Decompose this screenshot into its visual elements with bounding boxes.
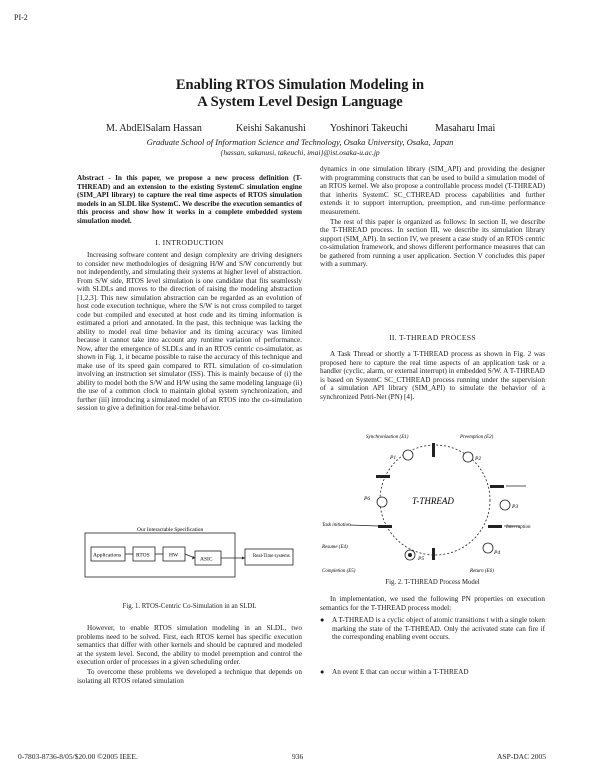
transition-bar <box>490 485 504 488</box>
page-number: 936 <box>292 752 304 761</box>
paragraph: The rest of this paper is organized as follows: In section II, we describe the T-THREAD process. In section III, we describe its simulation library support (SIM_API). In section IV, we present a case study of an RTOS centric co-simulation framework, and shows different performance measures that can be gathered from running a user application. Section V concludes this paper with a summary. <box>320 217 545 268</box>
place-label: P1 <box>390 455 397 461</box>
author: Yoshinori Takeuchi <box>330 123 408 134</box>
footer-conference: ASP-DAC 2005 <box>497 752 546 761</box>
paragraph: dynamics in one simulation library (SIM_API) and providing the designer with programming constructs that can be used to build a simulation model of an RTOS kernel. We also propose a controllable process model (T-THREAD) that inherits SystemC SC_CTHREAD process capabilities and further extends it to support interruption, preemption, and run-time performance measurement. <box>320 165 545 216</box>
bullet-item <box>320 668 545 677</box>
fig1-box-label: RTOS <box>136 552 150 559</box>
paper-title-line2: A System Level Design Language <box>197 94 403 110</box>
fig1-box-label: Applications <box>93 552 122 559</box>
transition-bar <box>488 525 502 528</box>
arrow-head <box>242 557 245 560</box>
event-label: Synchronization (E1) <box>366 435 409 440</box>
bullet-text: An event E that can occur within a T-THREAD <box>332 668 469 676</box>
figure-2-caption: Fig. 2. T-THREAD Process Model <box>385 579 480 586</box>
transition-bar <box>432 548 435 560</box>
event-label: Task initiation <box>322 523 351 528</box>
transition-bar <box>432 443 435 457</box>
token <box>408 553 412 557</box>
event-label: Interruption <box>506 525 531 530</box>
author-list <box>0 123 600 136</box>
intro-body <box>77 251 302 414</box>
section-heading-t-thread: II. T-THREAD PROCESS <box>389 333 476 342</box>
place <box>377 497 387 507</box>
input-arc <box>350 525 378 526</box>
bullet-text: A T-THREAD is a cyclic object of atomic transitions t with a single token marking the state of the T-THREAD. Only the activated state can fire if the corresponding enabling event occurs. <box>332 616 545 641</box>
place-label: P2 <box>475 456 482 462</box>
paragraph: To overcome these problems we developed a technique that depends on isolating all RTOS related simulation <box>77 668 302 685</box>
fig1-box-label: HW <box>169 552 179 559</box>
paragraph: In implementation, we used the following PN properties on execution semantics for the T-THREAD process model: <box>320 595 545 612</box>
paragraph: Increasing software content and design complexity are driving designers to consider new methodologies of designing H/W and S/W concurrently but not independently, and simulating their systems at higher level of abstraction. From S/W side, RTOS level simulation is one candidate that fits seamlessly with SLDLs and moves to the direction of raising the modeling abstraction [1,2,3]. This new simulation abstraction can be regarded as an evolution of host code execution technique, where the S/W is not cross compiled to target code but compiled and executed at host code and its timing information is estimated a priori and annotated. In the past, this technique was lacking the ability to model real time behavior and its timing accuracy was limited because it cannot take into account any runtime variation of performance. Now, after the emergence of SLDLs and in an RTOS centric co-simulator, as shown in Fig. 1, it became possible to raise the accuracy of this technique and make use of its speed gain compared to RTL simulation of co-simulation involving an instruction set simulator (ISS). This is mainly because of (i) the ability to model both the S/W and H/W using the same modeling language (ii) the use of a common clock to maintain global system synchronization, and further (iii) introducing a simulated model of an RTOS into the co-simulation session to give a definition for real-time behavior. <box>77 251 302 412</box>
transition-bar <box>376 475 390 478</box>
event-label: Preemption (E2) <box>460 435 494 440</box>
event-label: Resume (E4) <box>322 545 348 550</box>
t-thread-body <box>320 350 545 403</box>
place-label: P3 <box>512 504 519 510</box>
paragraph: However, to enable RTOS simulation modeling in an SLDL, two problems need to be solved. First, each RTOS kernel has specific execution semantics that differ with other kernels and should be captured and modeled at the system level. Second, the ability to model preemption and control the execution order of processes in a given scheduling order. <box>77 624 302 666</box>
author: Masaharu Imai <box>435 123 496 134</box>
figure-1-caption: Fig. 1. RTOS-Centric Co-Simulation in an SLDL <box>122 603 257 610</box>
outer-label: Our Interactable Specification <box>137 527 204 533</box>
place-label: P4 <box>494 550 501 556</box>
author-emails: {hassan, sakanusi, takeuchi, imai}@ist.osaka-u.ac.jp <box>220 148 380 157</box>
transition-bar <box>378 525 392 528</box>
affiliation: Graduate School of Information Science and Technology, Osaka University, Osaka, Japan <box>146 137 454 147</box>
bullet-item <box>320 616 545 642</box>
place-label: P5 <box>418 556 425 562</box>
page-tag: PI-2 <box>14 13 28 22</box>
event-label: Return (E6) <box>470 569 494 574</box>
fig1-box-label: Real-Time systems <box>253 554 290 559</box>
bullet-icon: ● <box>320 616 325 624</box>
author: Keishi Sakanushi <box>236 123 306 134</box>
abstract: Abstract - In this paper, we propose a new process definition (T-THREAD) and an extension to the existing SystemC simulation engine (SIM_API library) to capture the real time aspects of RTOS simulation models in an SLDL like SystemC. We describe the execution semantics of this process and show how it works in a complete embedded system simulation model. <box>77 174 302 225</box>
bullet-icon: ● <box>320 668 325 676</box>
place <box>500 500 510 510</box>
intro-body-2 <box>77 624 302 687</box>
author: M. AbdElSalam Hassan <box>106 123 202 134</box>
place <box>403 450 413 460</box>
paragraph: A Task Thread or shortly a T-THREAD process as shown in Fig. 2 was proposed here to capture the real time aspects of an application task or a handler (cyclic, alarm, or external interrupt) in embedded S/W. A T-THREAD is based on SystemC SC_CTHREAD process running under the supervision of a simulation API library (SIM_API) to simulate the behavior of a synchronized Petri-Net (PN) [4]. <box>320 350 545 401</box>
fig1-box-label: ASIC <box>200 556 213 563</box>
footer-copyright: 0-7803-8736-8/05/$20.00 ©2005 IEEE. <box>18 752 138 761</box>
section-heading-introduction: I. INTRODUCTION <box>155 238 224 247</box>
center-label: T-THREAD <box>412 496 454 506</box>
figure-2-diagram <box>320 430 545 575</box>
arrow-head <box>192 556 195 560</box>
place-label: P6 <box>364 496 371 502</box>
figure-1 <box>77 527 302 587</box>
event-label: Completion (E5) <box>322 569 356 574</box>
figure-1-diagram <box>77 527 302 587</box>
place <box>483 543 493 553</box>
t-thread-body-2 <box>320 595 545 614</box>
right-column-intro <box>320 165 545 270</box>
paper-title-line1: Enabling RTOS Simulation Modeling in <box>175 77 425 93</box>
place <box>463 452 473 462</box>
figure-2 <box>320 430 545 575</box>
